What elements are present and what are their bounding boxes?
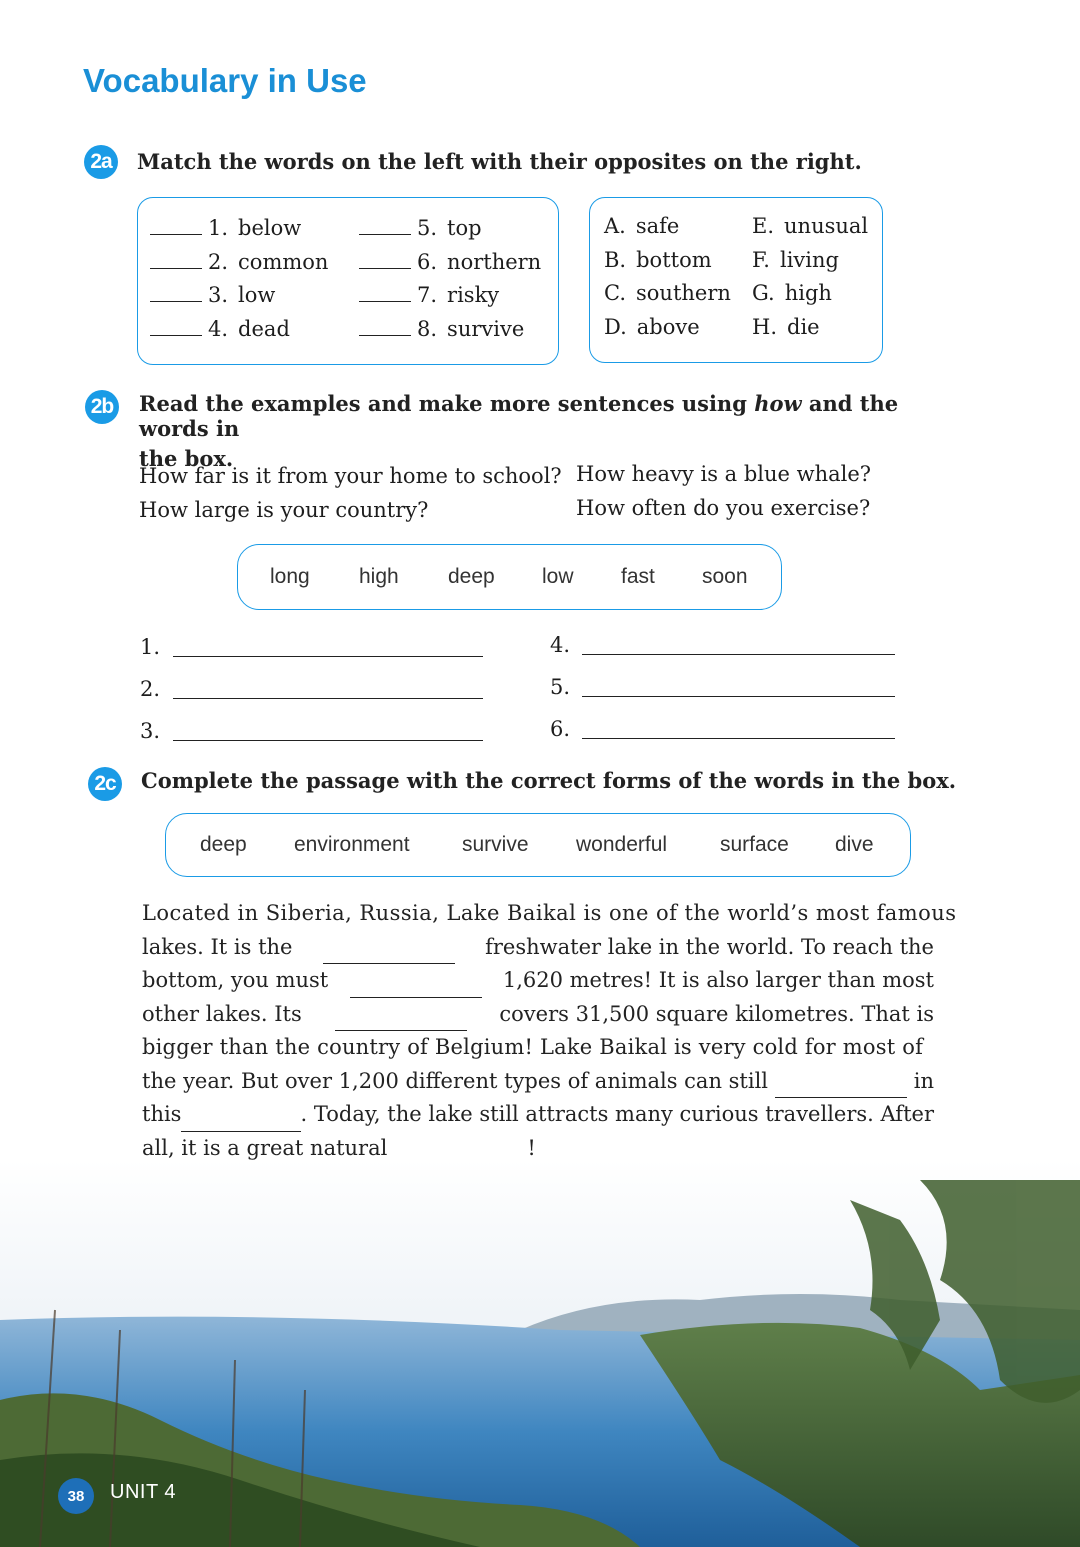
answer-number: 5.: [550, 675, 571, 699]
match-word: safe: [635, 214, 680, 238]
box-word: long: [270, 565, 310, 588]
match-item: [604, 214, 731, 248]
passage-line: other lakes. Its covers 31,500 square kilometres. That is: [142, 998, 934, 1032]
section-2b-instruction: Read the examples and make more sentences using how and the words in the box.: [139, 391, 899, 471]
match-right-column-1: [604, 214, 731, 348]
match-label: E.: [752, 214, 775, 238]
passage-line: the year. But over 1,200 different types of animals can still in: [142, 1065, 934, 1099]
match-word: southern: [636, 281, 731, 306]
match-item[interactable]: [359, 283, 541, 317]
passage-line: lakes. It is the freshwater lake in the world. To reach the: [142, 931, 934, 965]
word-box-2b: [237, 544, 782, 610]
section-2c-badge: 2c: [88, 767, 122, 801]
box-word: deep: [200, 833, 247, 856]
box-word: environment: [294, 833, 410, 856]
box-word: wonderful: [576, 833, 668, 856]
answer-number: 2.: [140, 677, 161, 701]
match-word: risky: [447, 283, 500, 308]
section-2b-badge: 2b: [85, 390, 119, 424]
match-label: 7.: [417, 283, 438, 308]
match-item[interactable]: [359, 250, 541, 284]
word-box-2c: [165, 813, 911, 877]
passage-line: Located in Siberia, Russia, Lake Baikal is one of the world’s most famous: [142, 901, 957, 925]
match-item: [752, 315, 868, 349]
passage-blank-1[interactable]: [323, 931, 455, 965]
example-sentence: How heavy is a blue whale?: [576, 462, 872, 486]
example-sentence: How far is it from your home to school?: [139, 464, 562, 488]
match-answer-blank[interactable]: [359, 268, 411, 269]
answer-line-1[interactable]: [173, 656, 483, 657]
answer-number: 6.: [550, 717, 571, 741]
unit-label: UNIT 4: [110, 1481, 176, 1503]
match-word: below: [238, 216, 302, 240]
match-word: living: [779, 247, 839, 272]
match-answer-blank[interactable]: [150, 335, 202, 336]
match-label: 8.: [417, 316, 438, 341]
passage-line: all, it is a great natural !: [142, 1132, 934, 1166]
match-item: [604, 281, 731, 315]
match-word: bottom: [636, 247, 712, 272]
match-answer-blank[interactable]: [150, 268, 202, 269]
box-word: survive: [462, 833, 529, 856]
answer-line-6[interactable]: [582, 738, 895, 739]
match-label: H.: [752, 314, 777, 339]
section-2a-badge: 2a: [84, 145, 118, 179]
match-word: unusual: [784, 214, 869, 238]
box-word: dive: [835, 833, 874, 856]
match-label: B.: [604, 247, 627, 272]
match-label: 2.: [208, 249, 229, 274]
passage-blank-2[interactable]: [350, 964, 482, 998]
match-word: dead: [238, 316, 290, 341]
match-word: high: [784, 281, 832, 306]
answer-line-5[interactable]: [582, 696, 895, 697]
match-word: northern: [447, 249, 542, 274]
match-word: common: [238, 249, 329, 274]
match-item: [752, 248, 868, 282]
match-left-box: [137, 197, 559, 365]
match-item[interactable]: [359, 317, 541, 351]
box-word: high: [359, 565, 399, 588]
match-word: above: [636, 314, 700, 339]
passage: [142, 897, 957, 1165]
match-item[interactable]: [150, 216, 328, 250]
match-label: F.: [752, 247, 770, 272]
page-number-badge: 38: [58, 1478, 94, 1514]
match-answer-blank[interactable]: [359, 335, 411, 336]
match-item: [752, 281, 868, 315]
passage-blank-3[interactable]: [335, 998, 467, 1032]
match-word: survive: [447, 316, 525, 341]
match-left-column-1: [150, 216, 328, 350]
match-word: die: [787, 314, 820, 339]
passage-line: this . Today, the lake still attracts many curious travellers. After: [142, 1098, 934, 1132]
match-label: C.: [604, 281, 626, 306]
answer-line-3[interactable]: [173, 740, 483, 741]
answer-number: 3.: [140, 719, 161, 743]
match-answer-blank[interactable]: [150, 301, 202, 302]
box-word: surface: [720, 833, 789, 856]
match-item: [604, 248, 731, 282]
match-label: A.: [604, 214, 626, 238]
answer-line-2[interactable]: [173, 698, 483, 699]
answer-number: 4.: [550, 633, 571, 657]
match-label: D.: [604, 314, 627, 339]
match-item[interactable]: [150, 283, 328, 317]
match-right-box: [589, 197, 883, 363]
italic-how: how: [754, 391, 802, 416]
match-right-column-2: [752, 214, 868, 348]
match-label: G.: [752, 281, 775, 306]
passage-blank-4[interactable]: [775, 1065, 907, 1099]
match-left-column-2: [359, 216, 541, 350]
box-word: deep: [448, 565, 495, 588]
match-item[interactable]: [150, 317, 328, 351]
answer-number: 1.: [140, 635, 161, 659]
match-word: top: [447, 216, 482, 240]
match-answer-blank[interactable]: [359, 301, 411, 302]
match-label: 6.: [417, 249, 438, 274]
match-answer-blank[interactable]: [150, 234, 202, 235]
match-item[interactable]: [150, 250, 328, 284]
section-2c-instruction: Complete the passage with the correct forms of the words in the box.: [141, 768, 957, 793]
match-item[interactable]: [359, 216, 541, 250]
box-word: low: [542, 565, 574, 588]
example-sentence: How large is your country?: [139, 498, 429, 522]
answer-line-4[interactable]: [582, 654, 895, 655]
page-title: Vocabulary in Use: [83, 62, 367, 99]
match-item: [604, 315, 731, 349]
example-sentence: How often do you exercise?: [576, 496, 871, 520]
passage-line: bottom, you must 1,620 metres! It is also larger than most: [142, 964, 934, 998]
match-label: 5.: [417, 216, 438, 240]
match-word: low: [238, 283, 276, 308]
match-label: 4.: [208, 316, 229, 341]
match-item: [752, 214, 868, 248]
passage-blank-5[interactable]: [181, 1098, 300, 1132]
section-2a-instruction: Match the words on the left with their opposites on the right.: [137, 149, 862, 174]
box-word: fast: [621, 565, 655, 588]
match-answer-blank[interactable]: [359, 234, 411, 235]
passage-line: bigger than the country of Belgium! Lake Baikal is very cold for most of: [142, 1035, 924, 1059]
box-word: soon: [702, 565, 748, 588]
match-label: 3.: [208, 283, 229, 308]
match-label: 1.: [208, 216, 229, 240]
